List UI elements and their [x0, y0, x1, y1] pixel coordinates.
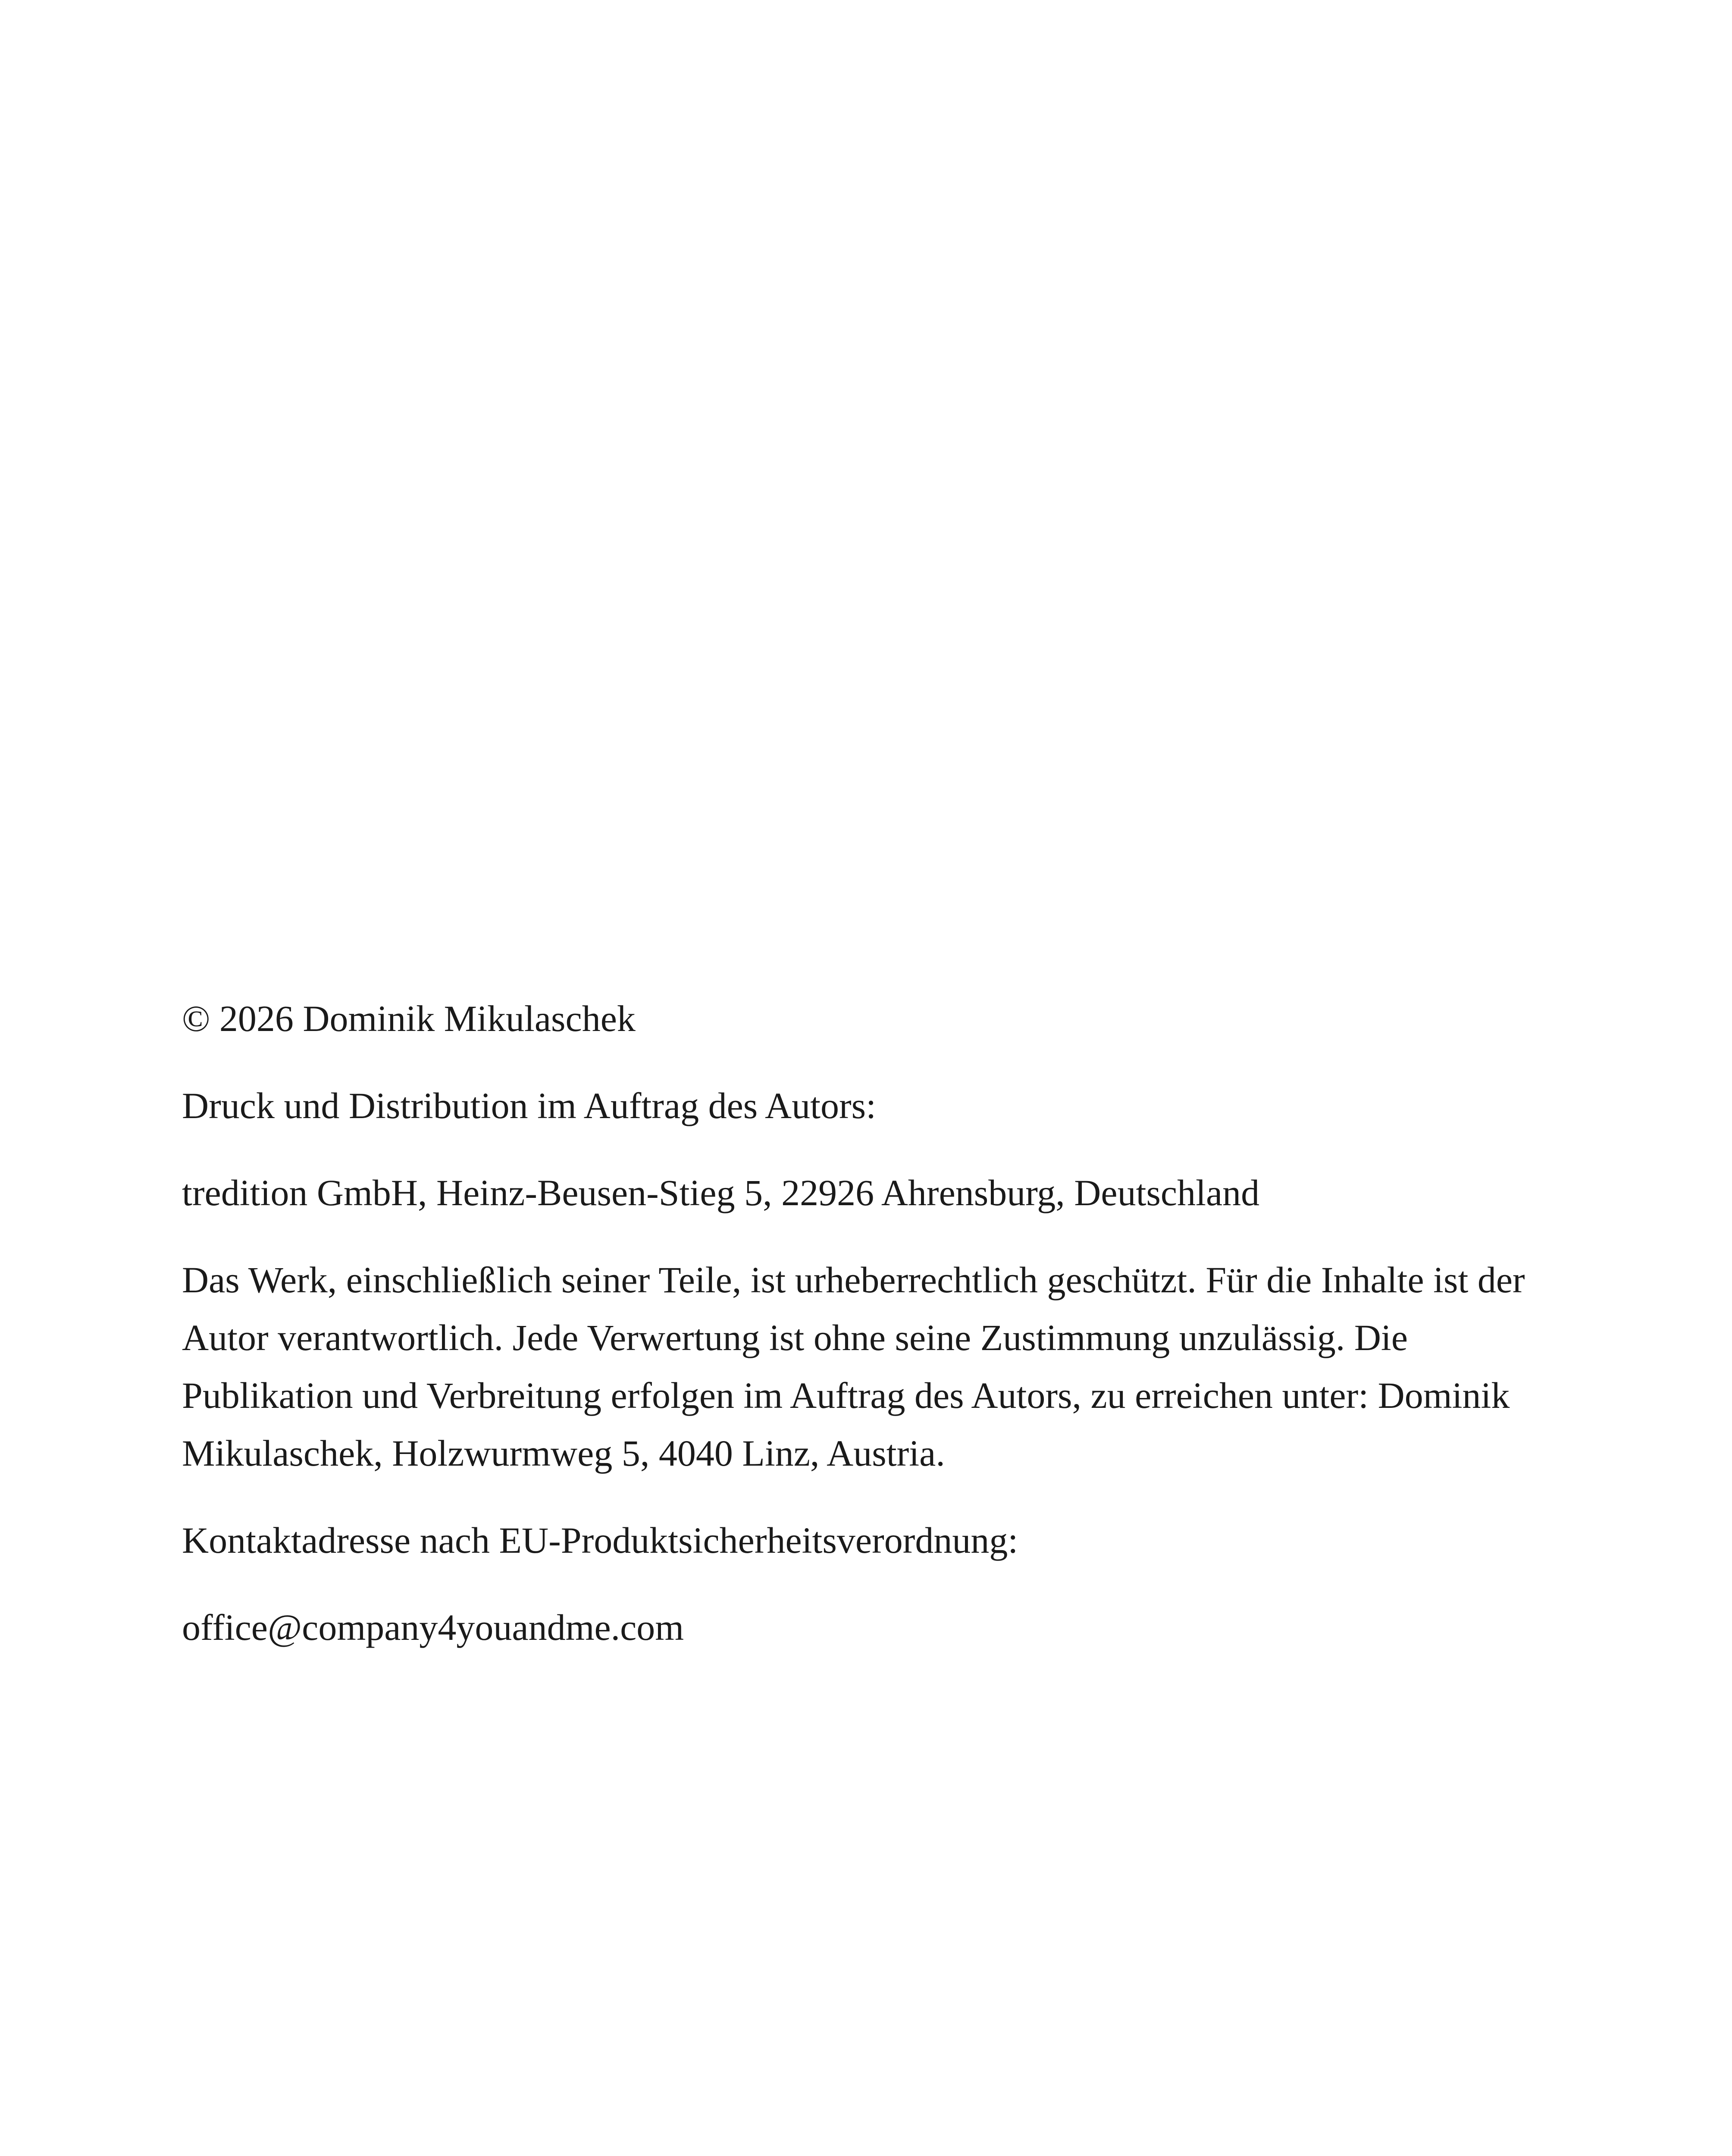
contact-email: office@company4youandme.com	[182, 1607, 684, 1648]
copyright-line: © 2026 Dominik Mikulaschek	[182, 998, 636, 1039]
publisher-address: tredition GmbH, Heinz-Beusen-Stieg 5, 22926 Ahrensburg, Deutschland	[182, 1172, 1260, 1213]
contact-label: Kontaktadresse nach EU-Produktsicherheitsverordnung:	[182, 1520, 1018, 1561]
imprint-block	[182, 990, 1532, 1686]
legal-notice: Das Werk, einschließlich seiner Teile, ist urheberrechtlich geschützt. Für die Inhalte ist der Autor verantwortlich. Jede Verwertung ist ohne seine Zustimmung unzulässig. Die Publikation und Verbreitung erfolgen im Auftrag des Autors, zu erreichen unter: Dominik Mikulaschek, Holzwurmweg 5, 4040 Linz, Austria.	[182, 1259, 1525, 1474]
print-distribution-label: Druck und Distribution im Auftrag des Autors:	[182, 1085, 876, 1126]
